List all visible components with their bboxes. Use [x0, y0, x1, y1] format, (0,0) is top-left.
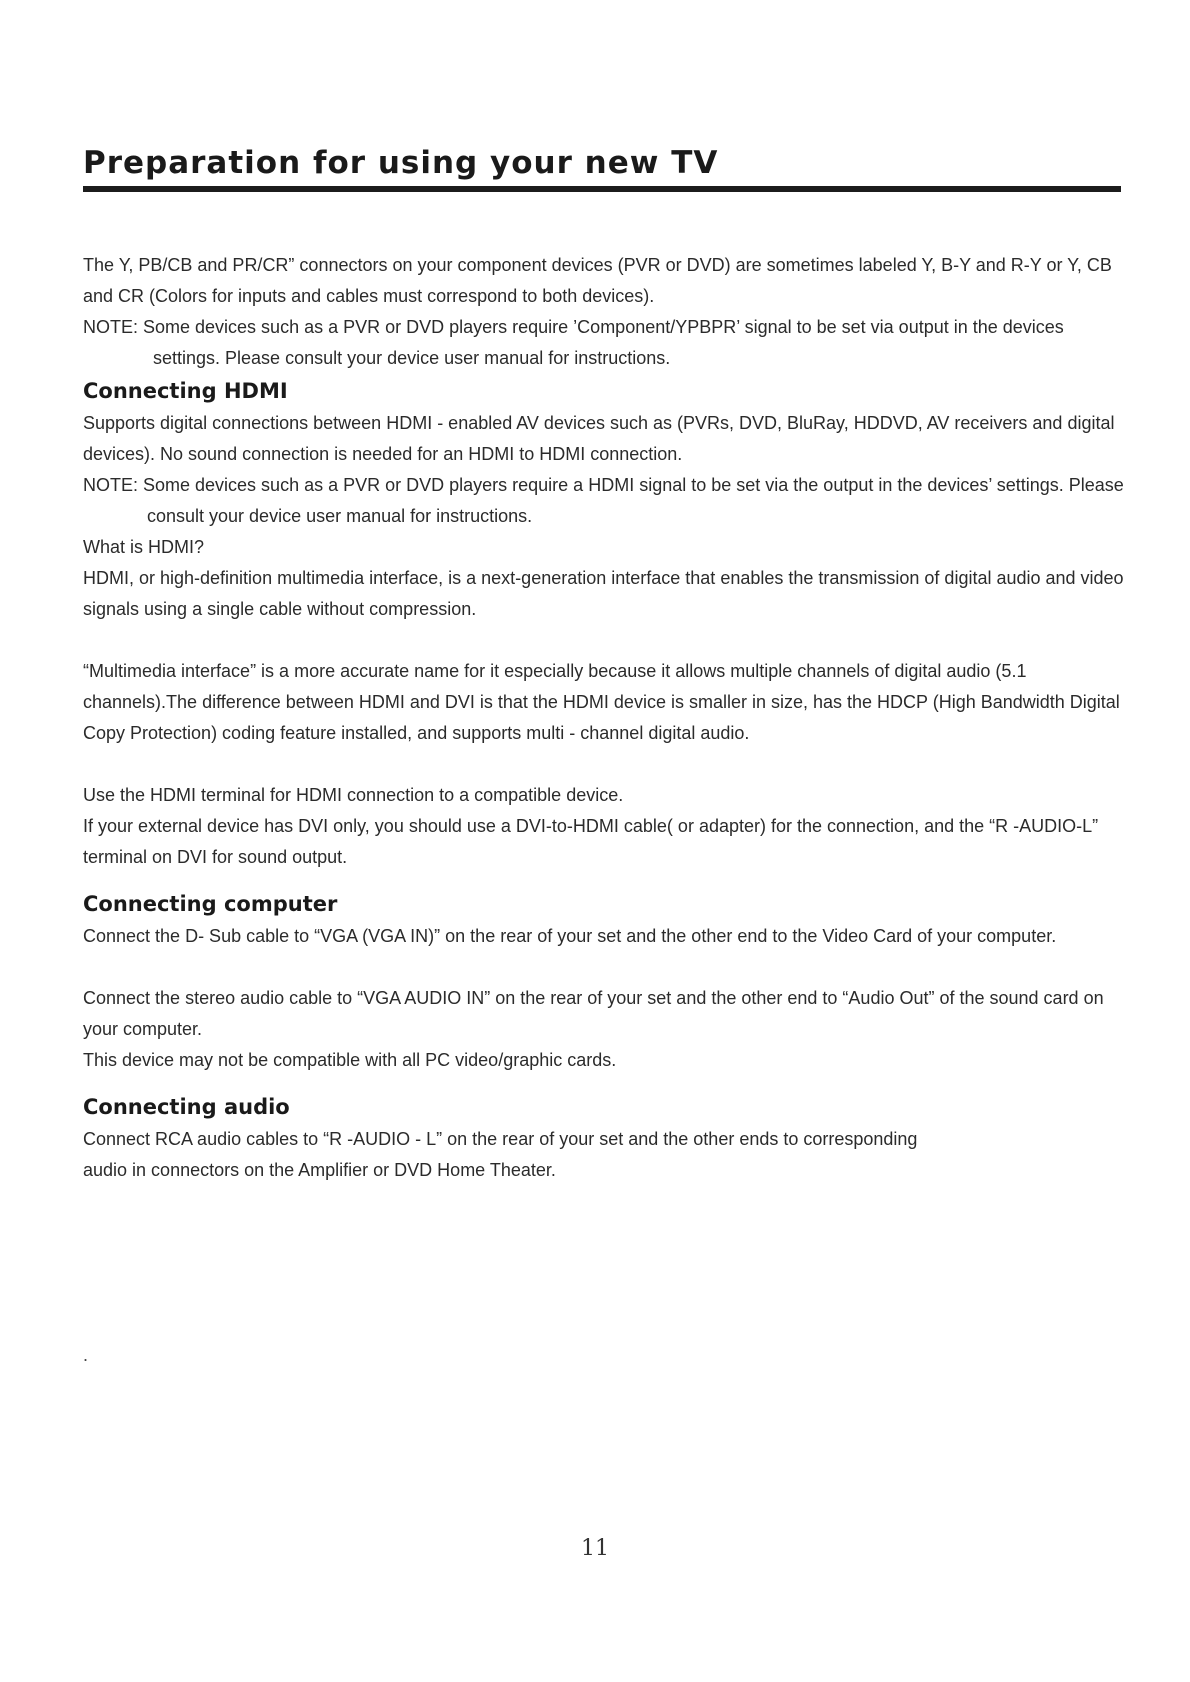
spacer [83, 873, 1128, 887]
computer-section [83, 887, 1128, 1076]
intro-paragraph: The Y, PB/CB and PR/CR” connectors on your component devices (PVR or DVD) are sometimes labeled Y, B-Y and R-Y or Y, CB and CR (Colors for inputs and cables must correspond to both devices). [83, 255, 1112, 306]
audio-section [83, 1090, 1128, 1186]
hdmi-section [83, 374, 1128, 873]
page-number: 11 [581, 1536, 609, 1561]
spacer [83, 749, 1128, 780]
computer-paragraph-compatibility: This device may not be compatible with all PC video/graphic cards. [83, 1050, 617, 1070]
computer-heading: Connecting computer [83, 892, 338, 916]
intro-note: NOTE: Some devices such as a PVR or DVD players require ’Component/YPBPR’ signal to be set via output in the devices settings. Please consult your device user manual for instructions. [83, 317, 1064, 368]
page-title: Preparation for using your new TV [83, 145, 719, 181]
computer-paragraph-audio: Connect the stereo audio cable to “VGA AUDIO IN” on the rear of your set and the other end to “Audio Out” of the sound card on your computer. [83, 988, 1104, 1039]
spacer [83, 1076, 1128, 1090]
title-underline [83, 186, 1121, 192]
computer-paragraph-dsub: Connect the D- Sub cable to “VGA (VGA IN)” on the rear of your set and the other end to the Video Card of your computer. [83, 926, 1057, 946]
stray-mark: . [83, 1345, 89, 1365]
hdmi-paragraph-dvi: If your external device has DVI only, you should use a DVI-to-HDMI cable( or adapter) for the connection, and the “R -AUDIO-L” terminal on DVI for sound output. [83, 816, 1099, 867]
page-content [83, 250, 1128, 1186]
audio-paragraph-rca: Connect RCA audio cables to “R -AUDIO - L” on the rear of your set and the other ends to corresponding [83, 1129, 918, 1149]
hdmi-heading: Connecting HDMI [83, 379, 288, 403]
hdmi-question: What is HDMI? [83, 537, 205, 557]
intro-section [83, 250, 1128, 374]
audio-paragraph-connectors: audio in connectors on the Amplifier or DVD Home Theater. [83, 1160, 556, 1180]
hdmi-paragraph-definition: HDMI, or high-definition multimedia interface, is a next-generation interface that enables the transmission of digital audio and video signals using a single cable without compression. [83, 568, 1124, 619]
hdmi-note: NOTE: Some devices such as a PVR or DVD players require a HDMI signal to be set via the output in the devices’ settings. Please consult your device user manual for instructions. [83, 475, 1124, 526]
audio-heading: Connecting audio [83, 1095, 290, 1119]
spacer [83, 952, 1128, 983]
hdmi-paragraph-multimedia: “Multimedia interface” is a more accurate name for it especially because it allows multiple channels of digital audio (5.1 channels).The difference between HDMI and DVI is that the HDMI device is smaller in size, has the HDCP (High Bandwidth Digital Copy Protection) coding feature installed, and supports multi - channel digital audio. [83, 661, 1120, 743]
spacer [83, 625, 1128, 656]
hdmi-paragraph-terminal: Use the HDMI terminal for HDMI connection to a compatible device. [83, 785, 624, 805]
hdmi-paragraph-supports: Supports digital connections between HDMI - enabled AV devices such as (PVRs, DVD, BluRay, HDDVD, AV receivers and digital devices). No sound connection is needed for an HDMI to HDMI connection. [83, 413, 1115, 464]
